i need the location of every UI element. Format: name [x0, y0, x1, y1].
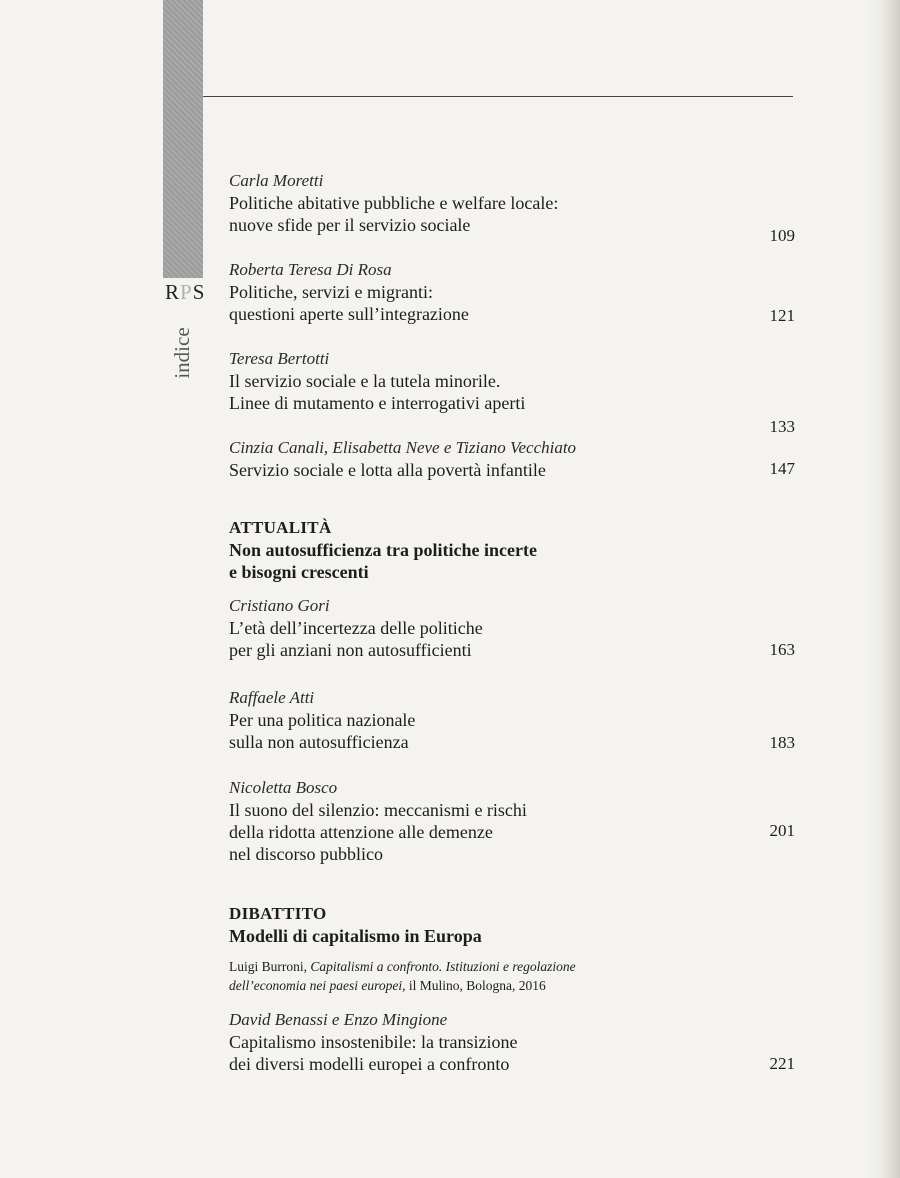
- toc-entry: [229, 437, 795, 481]
- entry-title-line: sulla non autosufficienza: [229, 732, 409, 752]
- toc-entry: [229, 595, 795, 661]
- section-title-line: Modelli di capitalismo in Europa: [229, 926, 482, 946]
- toc-entry: [229, 1009, 795, 1075]
- entry-title-line: per gli anziani non autosufficienti: [229, 640, 472, 660]
- entry-page-number: 163: [769, 640, 795, 659]
- entry-author: Carla Moretti: [229, 171, 324, 190]
- gray-side-bar: [163, 0, 203, 278]
- entry-author: Roberta Teresa Di Rosa: [229, 260, 392, 279]
- entry-author: Cinzia Canali, Elisabetta Neve e Tiziano Vecchiato: [229, 438, 577, 457]
- entry-title-line: Politiche, servizi e migranti:: [229, 282, 433, 302]
- citation-title: Capitalismi a confronto. Istituzioni e regolazione: [310, 959, 576, 974]
- entry-title-line: nuove sfide per il servizio sociale: [229, 215, 471, 235]
- entry-title-line: Politiche abitative pubbliche e welfare locale:: [229, 193, 559, 213]
- entry-page-number: 109: [769, 226, 795, 245]
- section-title-line: e bisogni crescenti: [229, 562, 369, 582]
- entry-page-number: 201: [769, 821, 795, 840]
- toc-entry: [229, 687, 795, 753]
- entry-title-line: Il suono del silenzio: meccanismi e rischi: [229, 800, 527, 820]
- section-title-line: Non autosufficienza tra politiche incerte: [229, 540, 537, 560]
- entry-title-line: Servizio sociale e lotta alla povertà infantile: [229, 460, 546, 480]
- entry-title-line: Linee di mutamento e interrogativi aperti: [229, 393, 526, 413]
- toc-entry: [229, 170, 795, 245]
- entry-title-line: Il servizio sociale e la tutela minorile.: [229, 371, 501, 391]
- entry-page-number: 183: [769, 733, 795, 752]
- section-dibattito: [229, 903, 795, 995]
- entry-title-line: della ridotta attenzione alle demenze: [229, 822, 493, 842]
- section-label: ATTUALITÀ: [229, 518, 332, 537]
- entry-author: Teresa Bertotti: [229, 349, 330, 368]
- toc-entry: [229, 777, 795, 865]
- entry-page-number: 221: [769, 1054, 795, 1073]
- page-edge: [868, 0, 900, 1178]
- toc-entry: [229, 259, 795, 325]
- rps-logo: RPS: [165, 280, 206, 304]
- table-of-contents: [229, 170, 795, 1075]
- top-rule: [203, 96, 793, 97]
- entry-title-line: dei diversi modelli europei a confronto: [229, 1054, 510, 1074]
- citation-publisher: , il Mulino, Bologna, 2016: [402, 978, 546, 993]
- entry-title-line: questioni aperte sull’integrazione: [229, 304, 469, 324]
- section-label: DIBATTITO: [229, 904, 327, 923]
- entry-title-line: Per una politica nazionale: [229, 710, 416, 730]
- toc-entry: [229, 348, 795, 436]
- entry-author: David Benassi e Enzo Mingione: [229, 1010, 448, 1029]
- entry-page-number: 121: [769, 306, 795, 325]
- entry-title-line: L’età dell’incertezza delle politiche: [229, 618, 483, 638]
- book-citation: [229, 957, 795, 995]
- side-label-indice: indice: [170, 327, 194, 379]
- citation-author: Luigi Burroni,: [229, 959, 311, 974]
- entry-author: Cristiano Gori: [229, 596, 330, 615]
- citation-title: dell’economia nei paesi europei: [229, 978, 403, 993]
- entry-author: Raffaele Atti: [229, 688, 315, 707]
- entry-author: Nicoletta Bosco: [229, 778, 338, 797]
- entry-title-line: nel discorso pubblico: [229, 844, 383, 864]
- entry-title-line: Capitalismo insostenibile: la transizione: [229, 1032, 518, 1052]
- entry-page-number: 133: [769, 417, 795, 436]
- section-attualita: [229, 517, 795, 583]
- entry-page-number: 147: [769, 459, 795, 478]
